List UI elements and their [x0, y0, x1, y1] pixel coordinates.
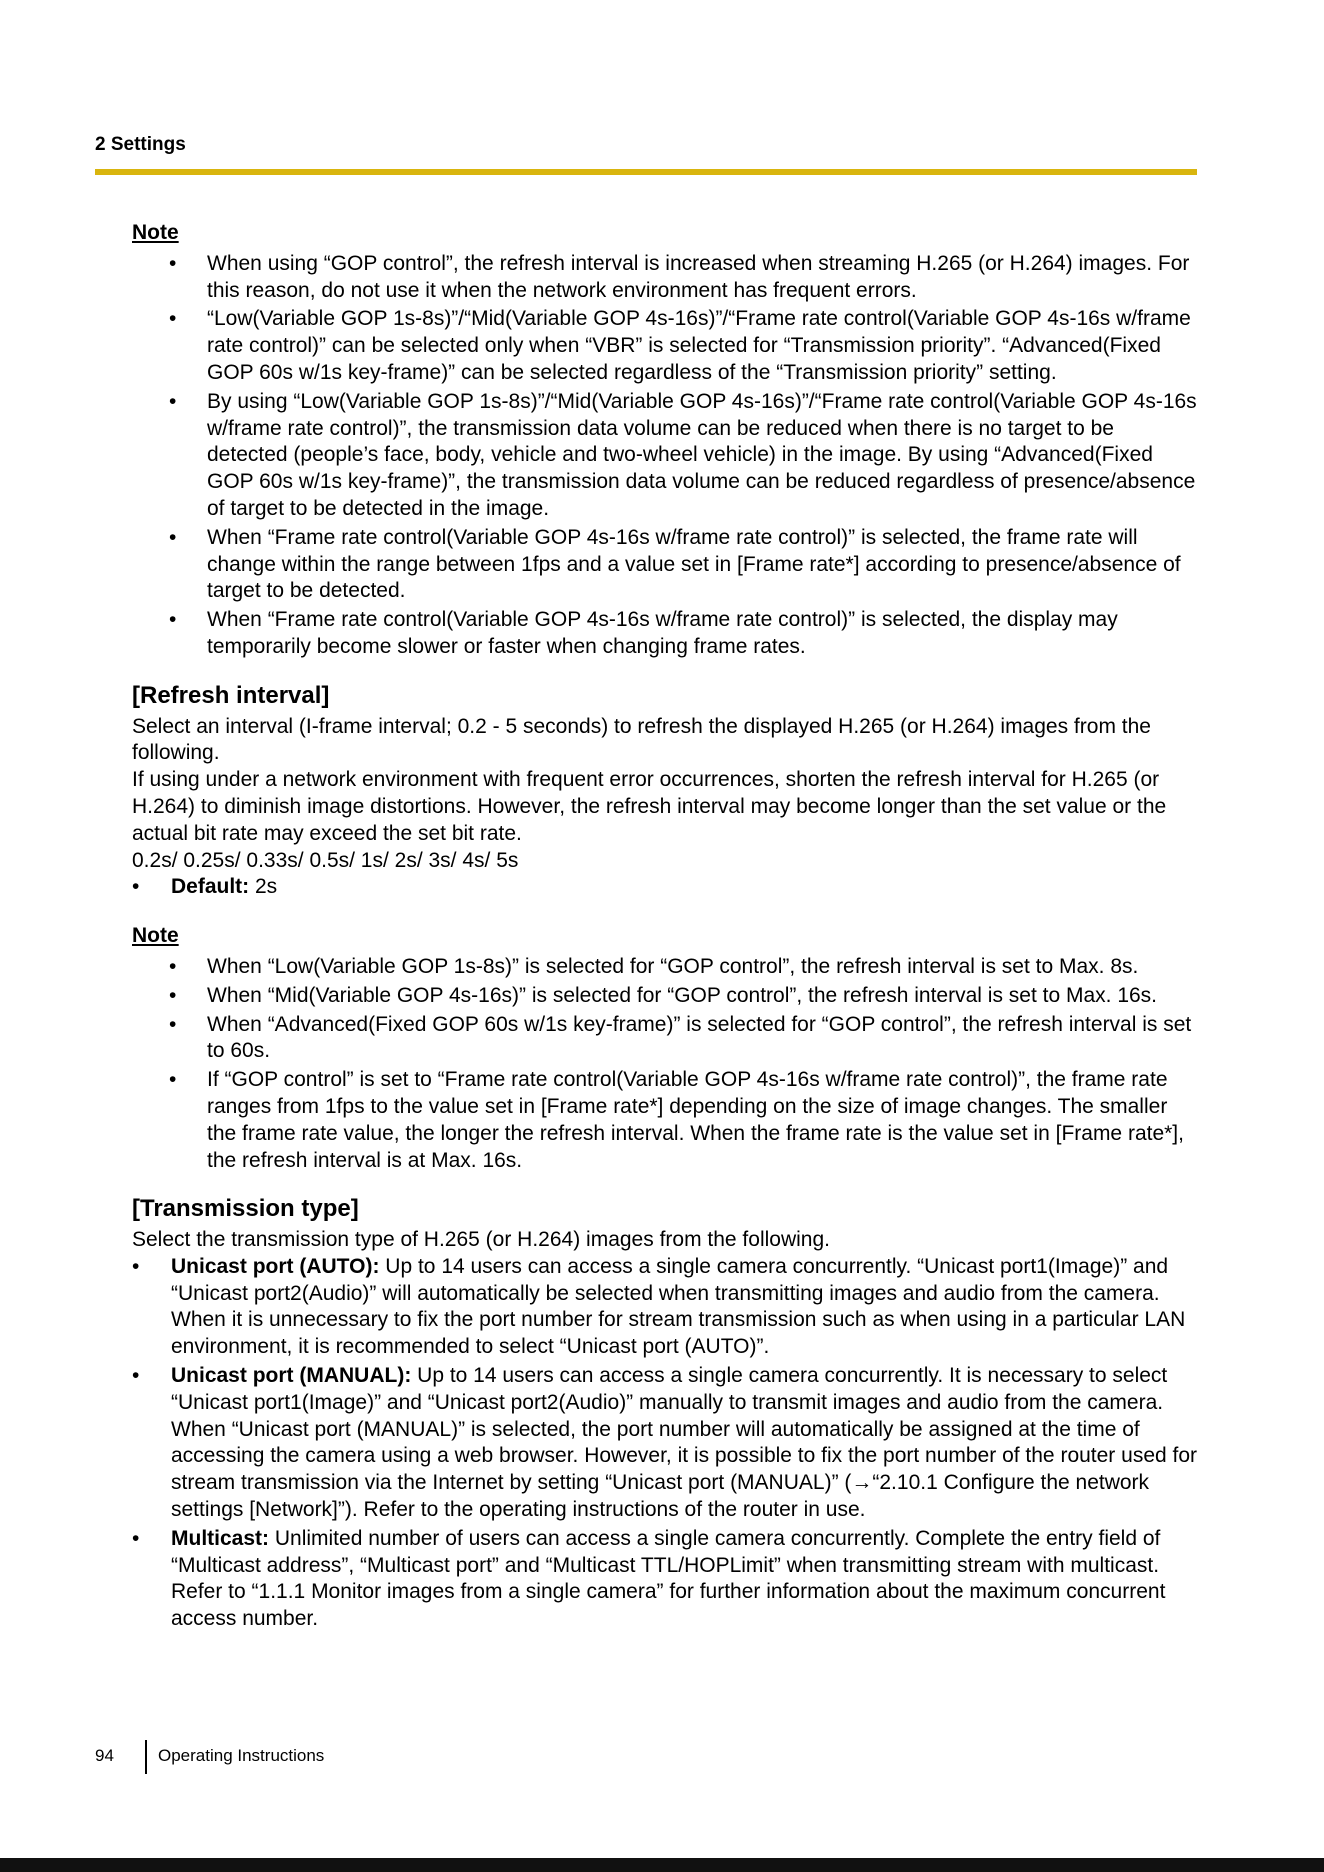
term-description: Unlimited number of users can access a single camera concurrently. Complete the entry field of “Multicast address”, “Multicast port” and “Multicast TTL/HOPLimit” when transmitting stream with multicast. Refer to “1.1.1 Monitor images from a single camera” for further information about the maximum concurrent access number.	[171, 1526, 1166, 1631]
note-label: Note	[132, 924, 179, 948]
transmission-item-unicast-manual	[171, 1363, 1200, 1524]
note-list	[132, 251, 1200, 661]
refresh-default	[171, 874, 1200, 901]
refresh-detail: If using under a network environment with frequent error occurrences, shorten the refresh interval for H.265 (or H.264) to diminish image distortions. However, the refresh interval may become longer than the set value or the actual bit rate may exceed the set bit rate.	[132, 768, 1167, 845]
note-item: • When “Frame rate control(Variable GOP 4s-16s w/frame rate control)” is selected, the frame rate will change within the range between 1fps and a value set in [Frame rate*] according to presence/absence of target to be detected.	[207, 525, 1200, 605]
note-item: • When “Frame rate control(Variable GOP 4s-16s w/frame rate control)” is selected, the display may temporarily become slower or faster when changing frame rates.	[207, 607, 1200, 661]
default-value: 2s	[249, 875, 278, 899]
note-list	[132, 954, 1200, 1174]
note-item: • If “GOP control” is set to “Frame rate control(Variable GOP 4s-16s w/frame rate control)”, the frame rate ranges from 1fps to the value set in [Frame rate*] depending on the size of image changes. The smaller the frame rate value, the longer the refresh interval. When the frame rate is the value set in [Frame rate*], the refresh interval is at Max. 16s.	[207, 1067, 1200, 1174]
page-content	[132, 220, 1200, 1635]
note-label: Note	[132, 221, 179, 244]
transmission-type-list	[132, 1254, 1200, 1633]
section-title-transmission-type: [Transmission type]	[132, 1195, 359, 1223]
note-item: • When using “GOP control”, the refresh interval is increased when streaming H.265 (or H.264) images. For this reason, do not use it when the network environment has frequent errors.	[207, 251, 1200, 305]
note-item: • By using “Low(Variable GOP 1s-8s)”/“Mid(Variable GOP 4s-16s)”/“Frame rate control(Variable GOP 4s-16s w/frame rate control)”, the transmission data volume can be reduced when there is no target to be detected (people’s face, body, vehicle and two-wheel vehicle) in the image. By using “Advanced(Fixed GOP 60s w/1s key-frame)”, the transmission data volume can be reduced regardless of presence/absence of target to be detected in the image.	[207, 389, 1200, 523]
term: Unicast port (MANUAL):	[171, 1364, 412, 1388]
default-label: Default:	[171, 875, 250, 899]
transmission-item-multicast	[171, 1526, 1200, 1633]
footer-divider	[145, 1740, 147, 1774]
page-number: 94	[95, 1746, 114, 1765]
transmission-item-unicast-auto	[171, 1254, 1200, 1361]
refresh-options: 0.2s/ 0.25s/ 0.33s/ 0.5s/ 1s/ 2s/ 3s/ 4s/ 5s	[132, 848, 519, 872]
term: Multicast:	[171, 1526, 270, 1550]
page-header-title: 2 Settings	[95, 134, 186, 155]
refresh-default-list	[132, 874, 1200, 901]
section-title-refresh-interval: [Refresh interval]	[132, 681, 330, 709]
note-item: • “Low(Variable GOP 1s-8s)”/“Mid(Variable GOP 4s-16s)”/“Frame rate control(Variable GOP 4s-16s w/frame rate control)” can be selected only when “VBR” is selected for “Transmission priority”. “Advanced(Fixed GOP 60s w/1s key-frame)” can be selected regardless of the “Transmission priority” setting.	[207, 306, 1200, 386]
term: Unicast port (AUTO):	[171, 1254, 380, 1278]
note-item: • When “Mid(Variable GOP 4s-16s)” is selected for “GOP control”, the refresh interval is set to Max. 16s.	[207, 983, 1200, 1010]
term-description: Up to 14 users can access a single camera concurrently. It is necessary to select “Unicast port1(Image)” and “Unicast port2(Audio)” manually to transmit images and audio from the camera. When “Unicast port (MANUAL)” is selected, the port number will automatically be assigned at the time of accessing the camera using a web browser. However, it is possible to fix the port number of the router used for stream transmission via the Internet by setting “Unicast port (MANUAL)” (→“2.10.1 Configure the network settings [Network]”). Refer to the operating instructions of the router in use.	[171, 1364, 1198, 1522]
footer-text: Operating Instructions	[158, 1746, 325, 1765]
note-item: • When “Advanced(Fixed GOP 60s w/1s key-frame)” is selected for “GOP control”, the refresh interval is set to 60s.	[207, 1012, 1200, 1066]
term-description: Up to 14 users can access a single camera concurrently. “Unicast port1(Image)” and “Unicast port2(Audio)” will automatically be selected when transmitting images and audio from the camera. When it is unnecessary to fix the port number for stream transmission such as when using in a particular LAN environment, it is recommended to select “Unicast port (AUTO)”.	[171, 1254, 1186, 1359]
note-item: • When “Low(Variable GOP 1s-8s)” is selected for “GOP control”, the refresh interval is set to Max. 8s.	[207, 954, 1200, 981]
refresh-description: Select an interval (I-frame interval; 0.2 - 5 seconds) to refresh the displayed H.265 (or H.264) images from the following.	[132, 714, 1151, 765]
header-rule	[95, 169, 1197, 175]
page-bottom-edge	[0, 1858, 1324, 1872]
transmission-intro: Select the transmission type of H.265 (or H.264) images from the following.	[132, 1228, 830, 1252]
